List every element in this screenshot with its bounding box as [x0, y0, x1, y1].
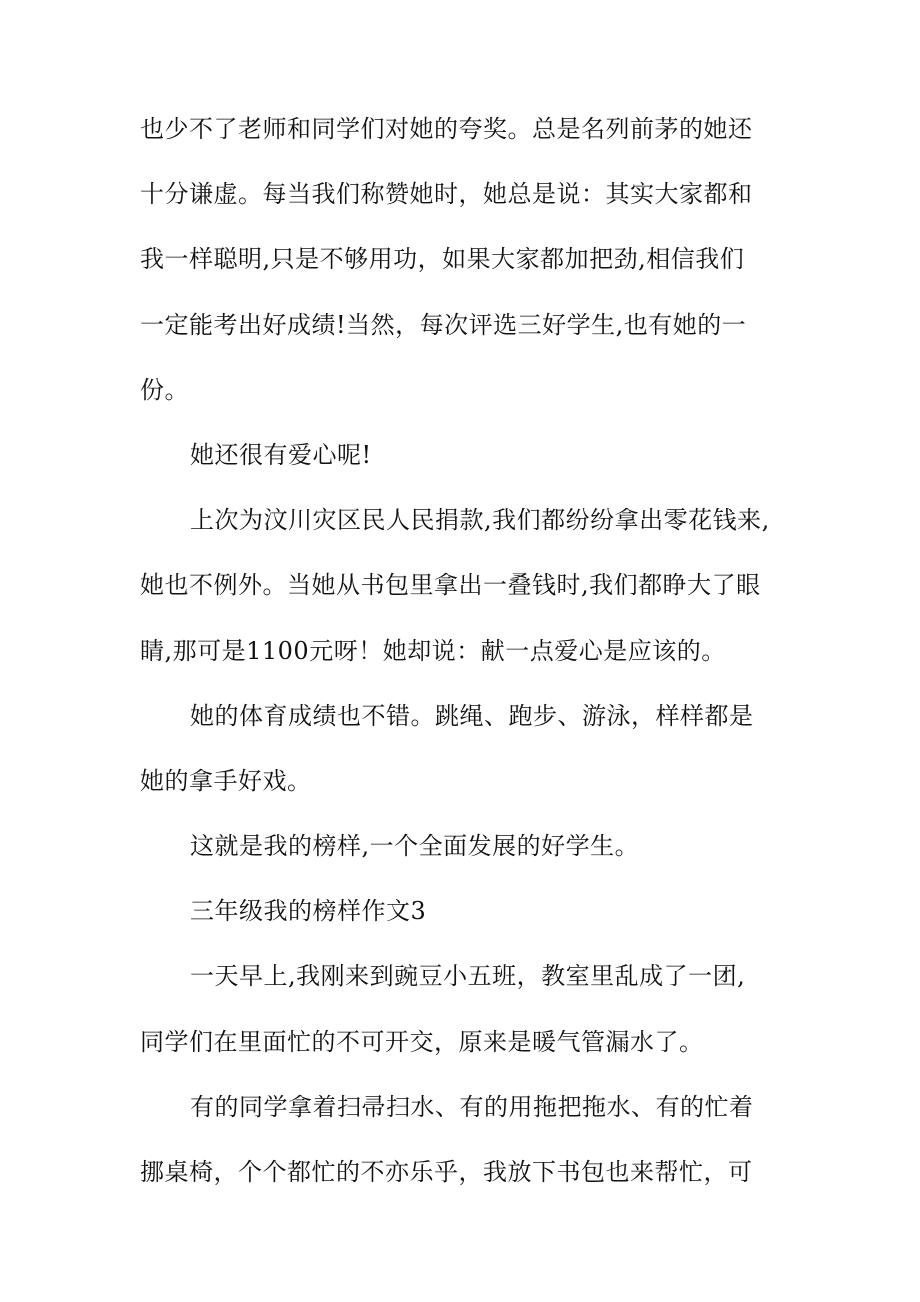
text-line: 三年级我的榜样作文3	[190, 897, 427, 926]
text-line: 睛,那可是1100元呀！她却说：献一点爱心是应该的。	[140, 636, 726, 665]
text-line: 份。	[140, 375, 189, 404]
text-line: 十分谦虚。每当我们称赞她时，她总是说：其实大家都和	[140, 180, 753, 209]
text-line: 一天早上,我刚来到豌豆小五班，教室里乱成了一团,	[190, 962, 746, 991]
text-line: 同学们在里面忙的不可开交，原来是暖气管漏水了。	[140, 1027, 704, 1056]
text-line: 有的同学拿着扫帚扫水、有的用拖把拖水、有的忙着	[190, 1092, 754, 1121]
text-line: 她的体育成绩也不错。跳绳、跑步、游泳，样样都是	[190, 701, 754, 730]
text-line: 她的拿手好戏。	[140, 766, 312, 795]
text-line: 她还很有爱心呢!	[190, 440, 372, 469]
text-line: 这就是我的榜样,一个全面发展的好学生。	[190, 832, 640, 861]
text-line: 她也不例外。当她从书包里拿出一叠钱时,我们都睁大了眼	[140, 571, 761, 600]
document-body	[140, 103, 780, 1211]
text-line: 一定能考出好成绩!当然，每次评选三好学生,也有她的一	[140, 310, 747, 339]
text-line: 也少不了老师和同学们对她的夸奖。总是名列前茅的她还	[140, 115, 753, 143]
text-line: 挪桌椅，个个都忙的不亦乐乎，我放下书包也来帮忙，可	[140, 1158, 753, 1186]
text-line: 我一样聪明,只是不够用功，如果大家都加把劲,相信我们	[140, 245, 745, 274]
text-line: 上次为汶川灾区民人民捐款,我们都纷纷拿出零花钱来,	[190, 506, 770, 535]
